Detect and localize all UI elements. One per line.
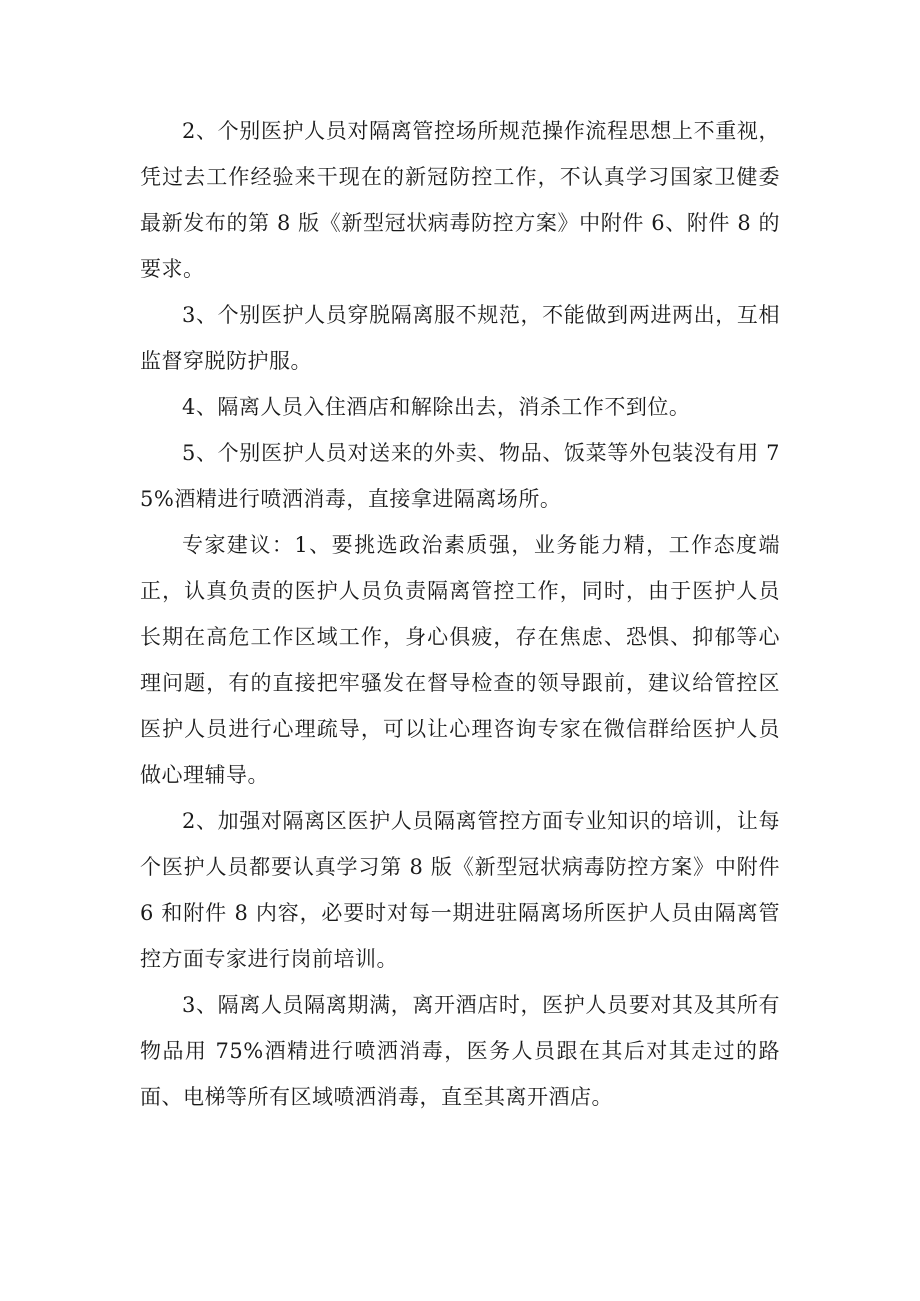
document-body — [140, 108, 780, 1120]
paragraph-expert-advice-2: 2、加强对隔离区医护人员隔离管控方面专业知识的培训，让每个医护人员都要认真学习第 8 版《新型冠状病毒防控方案》中附件 6 和附件 8 内容，必要时对每一期进驻隔离场所医护人员由隔离管控方面专家进行岗前培训。 — [140, 809, 780, 971]
paragraph-issue-2: 2、个别医护人员对隔离管控场所规范操作流程思想上不重视，凭过去工作经验来干现在的新冠防控工作，不认真学习国家卫健委最新发布的第 8 版《新型冠状病毒防控方案》中附件 6、附件 8 的要求。 — [140, 119, 780, 281]
paragraph-expert-advice-3: 3、隔离人员隔离期满，离开酒店时，医护人员要对其及其所有物品用 75%酒精进行喷洒消毒，医务人员跟在其后对其走过的路面、电梯等所有区域喷洒消毒，直至其离开酒店。 — [140, 993, 780, 1109]
paragraph-expert-advice-1: 专家建议：1、要挑选政治素质强，业务能力精，工作态度端正，认真负责的医护人员负责隔离管控工作，同时，由于医护人员长期在高危工作区域工作，身心俱疲，存在焦虑、恐惧、抑郁等心理问题，有的直接把牢骚发在督导检查的领导跟前，建议给管控区医护人员进行心理疏导，可以让心理咨询专家在微信群给医护人员做心理辅导。 — [140, 533, 780, 787]
paragraph-issue-5: 5、个别医护人员对送来的外卖、物品、饭菜等外包装没有用 75%酒精进行喷洒消毒，直接拿进隔离场所。 — [140, 441, 780, 511]
paragraph-issue-4: 4、隔离人员入住酒店和解除出去，消杀工作不到位。 — [182, 395, 691, 419]
paragraph-issue-3: 3、个别医护人员穿脱隔离服不规范，不能做到两进两出，互相监督穿脱防护服。 — [140, 303, 780, 373]
